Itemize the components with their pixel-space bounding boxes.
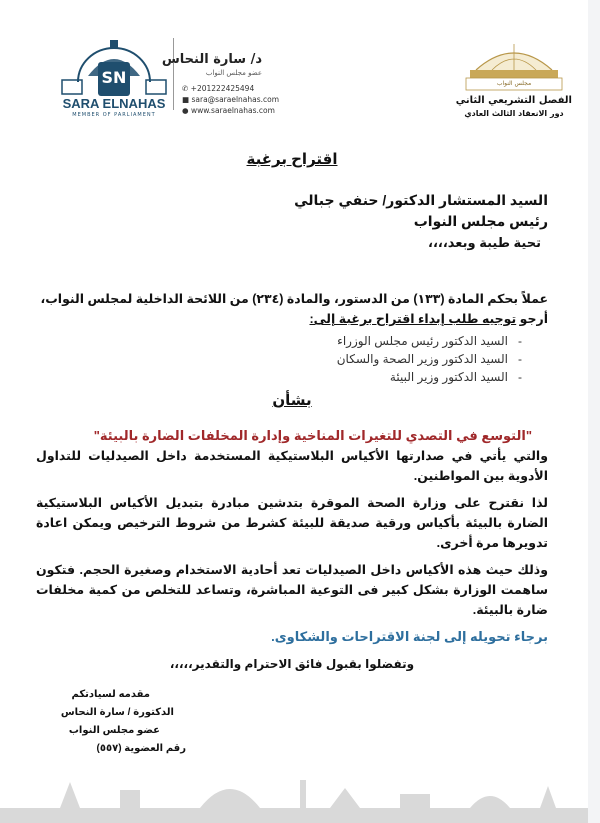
addressee-role: رئيس مجلس النواب <box>413 213 548 229</box>
addressee: السيد المستشار الدكتور/ حنفي جبالي <box>294 192 548 208</box>
member-role: عضو مجلس النواب <box>205 69 262 77</box>
subject-title: "التوسع في التصدي للتغيرات المناخية وإدارة المخلفات الضارة بالبيئة" <box>93 428 532 443</box>
contact-email[interactable]: ■ sara@saraelnahas.com <box>182 95 280 104</box>
signature-line: مقدمه لسيادتكم <box>71 689 150 700</box>
signature-block <box>36 686 186 758</box>
contact-phone: ✆ +201222425494 <box>182 84 255 93</box>
legislative-term: الفصل التشريعي الثاني <box>455 95 572 106</box>
letter-title: اقتراح برغبة <box>246 151 338 168</box>
signature-line: عضو مجلس النواب <box>68 725 160 736</box>
recipient-item: - السيد الدكتور وزير الصحة والسكان <box>336 352 522 366</box>
referral-request: برجاء تحويله إلى لجنة الاقتراحات والشكاوى. <box>271 629 548 644</box>
paragraph-3: وذلك حيث هذه الأكياس داخل الصيدليات تعد أحادية الاستخدام وصغيرة الحجم. فتكون ساهمت الوزارة بشكل كبير فى التوعية المباشرة، وتساعد للتخلص من كمية مخلفات ضارة بالبيئة. <box>36 563 548 617</box>
subject-label: بشأن <box>272 392 312 409</box>
parliament-logo-text: مجلس النواب <box>496 80 532 87</box>
signature-line: الدكتورة / سارة النحاس <box>60 707 174 718</box>
paragraph-1: والتي يأتي في صدارتها الأكياس البلاستيكية المستخدمة داخل الصيدليات للتداول الأدوية بين المواطنين. <box>36 449 548 483</box>
globe-icon: ● <box>182 106 191 115</box>
email-icon: ■ <box>182 95 192 104</box>
sara-elnahas-logo <box>58 36 170 118</box>
footer-skyline-decoration <box>0 770 588 823</box>
contact-block <box>161 52 292 116</box>
recipient-item: - السيد الدكتور وزير البيئة <box>389 370 522 384</box>
parliament-logo <box>456 40 572 120</box>
phone-icon: ✆ <box>182 84 191 93</box>
intro-line-1: عملاً بحكم المادة (١٣٣) من الدستور، والمادة (٢٣٤) من اللائحة الداخلية لمجلس النواب، <box>40 292 548 306</box>
intro-line-2: أرجو توجيه طلب إبداء اقتراح برغبة إلى: <box>309 312 548 326</box>
logo-name: SARA ELNAHAS <box>62 96 166 111</box>
logo-subtitle: MEMBER OF PARLIAMENT <box>72 112 156 118</box>
logo-monogram: SN <box>101 68 127 87</box>
paragraph-2: لذا نقترح على وزارة الصحة الموقرة بتدشين مبادرة بتبديل الأكياس البلاستيكية الضارة بالبيئة بأكياس ورقية صديقة للبيئة كشرط من شروط الترخيص ويمكن اعادة تدويرها مرة أخرى. <box>36 496 548 550</box>
greeting: تحية طيبة وبعد،،،، <box>428 235 541 250</box>
contact-website[interactable]: ● www.saraelnahas.com <box>182 106 275 115</box>
recipient-item: - السيد الدكتور رئيس مجلس الوزراء <box>337 334 522 348</box>
session-label: دور الانعقاد الثالث العادي <box>464 109 564 118</box>
signature-line: رقم العضوية (٥٥٧) <box>96 743 186 754</box>
header-divider <box>173 38 174 110</box>
letter-body <box>36 150 548 758</box>
closing: وتفضلوا بقبول فائق الاحترام والتقدير،،،،، <box>169 657 415 671</box>
member-name: د/ سارة النحاس <box>161 52 262 67</box>
